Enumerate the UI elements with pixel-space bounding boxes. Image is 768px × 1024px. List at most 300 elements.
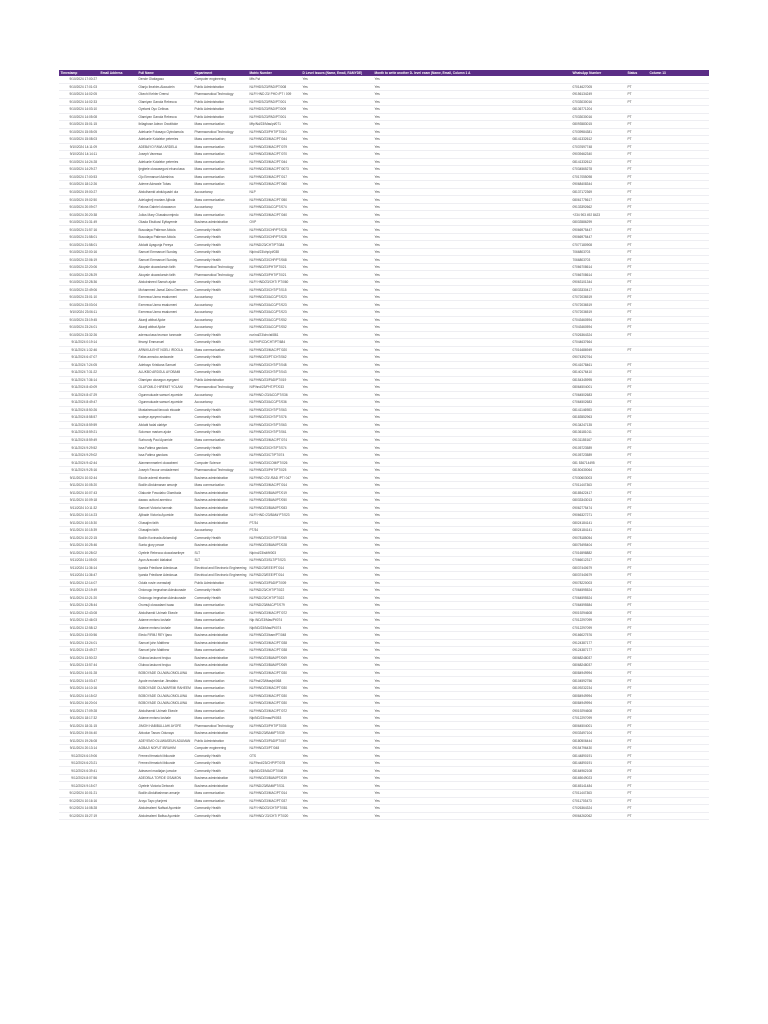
table-cell[interactable]: 9/11/2024 8:49:47 bbox=[71, 400, 97, 405]
table-cell[interactable]: PT bbox=[627, 543, 632, 548]
column-header[interactable]: Full Name bbox=[138, 71, 154, 75]
table-cell[interactable]: Yes bbox=[374, 257, 380, 262]
table-cell[interactable]: 9/10/2024 14:29:27 bbox=[69, 167, 97, 172]
table-cell[interactable]: Mass communication bbox=[194, 716, 225, 721]
table-cell[interactable]: 9/10/2024 14:14:11 bbox=[69, 152, 97, 157]
table-cell[interactable]: 9/11/2024 12:58:12 bbox=[69, 625, 97, 630]
table-cell[interactable]: PT bbox=[627, 159, 632, 164]
table-cell[interactable]: PT bbox=[627, 445, 632, 450]
table-cell[interactable]: Yes bbox=[302, 768, 308, 773]
table-cell[interactable]: NLP/HDS/23/PAD/PT/009 bbox=[249, 107, 287, 112]
table-cell[interactable]: NLP/HND/23/ACC/PT/052 bbox=[249, 317, 287, 322]
table-cell[interactable]: 07030603003 bbox=[572, 475, 593, 480]
table-cell[interactable]: Community Health bbox=[194, 355, 221, 360]
table-cell[interactable]: 08180506444 bbox=[572, 738, 593, 743]
table-cell[interactable]: 08037440679 bbox=[572, 565, 593, 570]
table-cell[interactable]: Yes bbox=[374, 144, 380, 149]
table-cell[interactable]: Yes bbox=[302, 347, 308, 352]
table-cell[interactable]: 07066708614 bbox=[572, 272, 593, 277]
table-cell[interactable]: 09063101344 bbox=[572, 280, 593, 285]
table-cell[interactable]: Adame mniseu loshale bbox=[138, 716, 171, 721]
table-row[interactable] bbox=[59, 121, 709, 129]
table-cell[interactable]: PT bbox=[627, 738, 632, 743]
table-cell[interactable]: PT bbox=[627, 415, 632, 420]
table-cell[interactable]: Yes bbox=[302, 445, 308, 450]
table-cell[interactable]: Yes bbox=[302, 490, 308, 495]
table-cell[interactable]: PT bbox=[627, 287, 632, 292]
table-cell[interactable]: Yes bbox=[302, 407, 308, 412]
table-cell[interactable]: BOBOYADE OLUWALOMOLUWA bbox=[138, 670, 188, 675]
table-cell[interactable]: 9/11/2024 7:31:22 bbox=[71, 370, 97, 375]
table-cell[interactable]: Public Administration bbox=[194, 107, 225, 112]
table-cell[interactable]: 09124387177 bbox=[572, 640, 593, 645]
table-row[interactable] bbox=[59, 159, 709, 167]
table-cell[interactable]: Adekunle Kolaleke peterries bbox=[138, 159, 179, 164]
table-cell[interactable]: PT bbox=[627, 513, 632, 518]
table-cell[interactable]: Eledo FIRMJ REY ljanu bbox=[138, 633, 172, 638]
table-cell[interactable]: NLP/HND/23/CHT/PT/063 bbox=[249, 407, 287, 412]
table-cell[interactable]: Yes bbox=[374, 701, 380, 706]
table-cell[interactable]: Yes bbox=[374, 159, 380, 164]
table-cell[interactable]: Yes bbox=[374, 490, 380, 495]
column-header[interactable]: Email Address bbox=[100, 71, 123, 75]
table-cell[interactable]: PT bbox=[627, 558, 632, 563]
table-cell[interactable]: 09019294608 bbox=[572, 610, 593, 615]
table-cell[interactable]: Fremed fematchi ibikunde bbox=[138, 753, 176, 758]
table-cell[interactable]: PT bbox=[627, 280, 632, 285]
table-cell[interactable]: 9/11/2024 12:19:49 bbox=[69, 588, 97, 593]
table-cell[interactable]: NLP/ HND/23/CHT/PT/081 bbox=[249, 806, 288, 811]
table-cell[interactable]: NLP/HND/23/PAD/PT/047 bbox=[249, 738, 287, 743]
table-cell[interactable]: 9/11/2024 7:24:05 bbox=[71, 362, 97, 367]
table-cell[interactable]: Abiodun Tanwo Odunayo bbox=[138, 731, 175, 736]
table-cell[interactable]: 08154345995 bbox=[572, 377, 593, 382]
table-cell[interactable]: Community Health bbox=[194, 370, 221, 375]
table-row[interactable] bbox=[59, 542, 709, 550]
table-cell[interactable]: Yes bbox=[302, 483, 308, 488]
table-cell[interactable]: 08033343013 bbox=[572, 498, 593, 503]
table-cell[interactable]: ademuoluwa teumon tunmade bbox=[138, 332, 182, 337]
table-cell[interactable]: 08165049023 bbox=[572, 776, 593, 781]
table-cell[interactable]: NLP/HND/23/MAC/PT/038 bbox=[249, 648, 288, 653]
table-cell[interactable]: 07011447363 bbox=[572, 483, 592, 488]
table-cell[interactable]: Yes bbox=[302, 453, 308, 458]
table-cell[interactable]: Abdulhamid Ucimah Ekeole bbox=[138, 610, 178, 615]
table-cell[interactable]: Yes bbox=[374, 633, 380, 638]
table-cell[interactable]: Yes bbox=[374, 648, 380, 653]
table-cell[interactable]: Yes bbox=[374, 92, 380, 97]
column-header[interactable]: Column 13 bbox=[649, 71, 666, 75]
table-cell[interactable]: Yes bbox=[374, 670, 380, 675]
table-cell[interactable]: Community Health bbox=[194, 250, 221, 255]
table-cell[interactable]: PT bbox=[627, 475, 632, 480]
table-row[interactable] bbox=[59, 84, 709, 92]
table-cell[interactable]: Yes bbox=[302, 182, 308, 187]
table-cell[interactable]: Bodlin Abdulmanan amunje bbox=[138, 483, 178, 488]
table-cell[interactable]: Yes bbox=[302, 588, 308, 593]
table-row[interactable] bbox=[59, 362, 709, 370]
table-row[interactable] bbox=[59, 181, 709, 189]
table-cell[interactable]: Computer engineering bbox=[194, 77, 227, 82]
table-cell[interactable]: PT bbox=[627, 505, 632, 510]
table-row[interactable] bbox=[59, 174, 709, 182]
table-cell[interactable]: Oluboa laskunni teojuu bbox=[138, 663, 171, 668]
table-cell[interactable]: 09062775474 bbox=[572, 505, 593, 510]
table-cell[interactable]: Issa Fatima gandara bbox=[138, 453, 168, 458]
table-cell[interactable]: Yes bbox=[374, 738, 380, 743]
table-cell[interactable]: 08037440679 bbox=[572, 573, 593, 578]
table-cell[interactable]: Yes bbox=[374, 107, 380, 112]
table-cell[interactable]: Oyelami Oyo Celinas bbox=[138, 107, 169, 112]
table-cell[interactable]: Sunta glory peace bbox=[138, 543, 165, 548]
table-cell[interactable]: 07064595524 bbox=[572, 588, 593, 593]
table-cell[interactable]: 9/11/2024 18:31:15 bbox=[69, 723, 97, 728]
table-cell[interactable]: ADEOBLA TOFIDE OSAMON bbox=[138, 776, 181, 781]
table-cell[interactable]: NLP/HND/23/MAC/PT/072 bbox=[249, 610, 288, 615]
table-cell[interactable]: Community Health bbox=[194, 280, 221, 285]
table-cell[interactable]: 7066803703 bbox=[572, 250, 591, 255]
table-cell[interactable]: NLP/HND/23/CHT/PT/076 bbox=[249, 415, 287, 420]
table-cell[interactable]: Public Administration bbox=[194, 580, 225, 585]
table-cell[interactable]: Aroyo Tayo yfunjemi bbox=[138, 798, 168, 803]
table-cell[interactable]: 08109232234 bbox=[572, 686, 593, 691]
table-cell[interactable]: NLP/HND/23/CHT/PT/043 bbox=[249, 370, 287, 375]
table-cell[interactable]: 08140176410 bbox=[572, 370, 593, 375]
table-cell[interactable]: Community Health bbox=[194, 813, 221, 818]
table-cell[interactable]: NLP/HND/23/CHP/PT/068 bbox=[249, 257, 287, 262]
table-row[interactable] bbox=[59, 489, 709, 497]
table-cell[interactable]: Iyanda Friedlane Adedosua bbox=[138, 565, 178, 570]
table-cell[interactable]: Busodaya Patience Abiola bbox=[138, 235, 176, 240]
table-cell[interactable]: 9/11/2024 16:20:04 bbox=[69, 701, 97, 706]
table-cell[interactable]: Business administration bbox=[194, 633, 229, 638]
table-cell[interactable]: Ogunmuluade samuel ayomide bbox=[138, 392, 183, 397]
table-cell[interactable]: 9/11/2024 14:10:16 bbox=[69, 686, 97, 691]
table-cell[interactable]: 9/10/2024 15:01:15 bbox=[69, 122, 97, 127]
table-cell[interactable]: Yes bbox=[302, 498, 308, 503]
table-cell[interactable]: Yes bbox=[302, 302, 308, 307]
table-cell[interactable]: NLP/HND/23/BAM/PT/083 bbox=[249, 505, 287, 510]
table-cell[interactable]: Yes bbox=[374, 746, 380, 751]
table-cell[interactable]: Yes bbox=[302, 332, 308, 337]
table-row[interactable] bbox=[59, 399, 709, 407]
table-cell[interactable]: Yes bbox=[374, 558, 380, 563]
table-cell[interactable]: NLP/HND/23/MAC/PT/079 bbox=[249, 144, 288, 149]
table-cell[interactable]: PT bbox=[627, 535, 632, 540]
table-cell[interactable]: 9/10/2024 14:24:28 bbox=[69, 159, 97, 164]
table-cell[interactable]: Yes bbox=[374, 550, 380, 555]
table-cell[interactable]: 09156134249 bbox=[572, 92, 593, 97]
table-row[interactable] bbox=[59, 166, 709, 174]
table-cell[interactable]: Community Health bbox=[194, 761, 221, 766]
table-cell[interactable]: 07016598882 bbox=[572, 550, 593, 555]
table-row[interactable] bbox=[59, 565, 709, 573]
table-cell[interactable]: 08141332612 bbox=[572, 159, 593, 164]
table-cell[interactable]: 07014627005 bbox=[572, 84, 593, 89]
table-cell[interactable]: Mass communication bbox=[194, 438, 225, 442]
table-row[interactable] bbox=[59, 587, 709, 595]
table-cell[interactable]: 9/11/2024 18:17:32 bbox=[69, 716, 97, 721]
table-cell[interactable]: NLP/HND/23/MAC/PT/044 bbox=[249, 159, 288, 164]
table-cell[interactable]: Yes bbox=[302, 618, 308, 623]
table-cell[interactable]: 07072036519 bbox=[572, 302, 593, 307]
table-cell[interactable]: PT bbox=[627, 723, 632, 728]
table-row[interactable] bbox=[59, 482, 709, 490]
table-cell[interactable]: Business administration bbox=[194, 776, 229, 781]
table-cell[interactable]: Mass communication bbox=[194, 798, 225, 803]
table-cell[interactable]: Yes bbox=[374, 475, 380, 480]
table-row[interactable] bbox=[59, 407, 709, 415]
table-cell[interactable]: Yes bbox=[374, 610, 380, 615]
table-row[interactable] bbox=[59, 286, 709, 294]
table-cell[interactable]: PT bbox=[627, 813, 632, 818]
table-cell[interactable]: PT bbox=[627, 783, 632, 788]
table-cell[interactable]: Accountancy bbox=[194, 392, 213, 397]
table-cell[interactable]: Akoyale oluwadunsin faith bbox=[138, 272, 176, 277]
table-cell[interactable]: Fatona Gabriel oluwaseun bbox=[138, 205, 176, 210]
table-cell[interactable]: Yes bbox=[374, 761, 380, 766]
table-cell[interactable]: 09078185054 bbox=[572, 535, 593, 540]
table-cell[interactable]: Yes bbox=[302, 377, 308, 382]
table-cell[interactable]: 9/10/2024 22:20:06 bbox=[69, 265, 97, 270]
table-cell[interactable]: 07034565278 bbox=[572, 167, 593, 172]
table-cell[interactable]: PT bbox=[627, 242, 632, 247]
table-cell[interactable]: 07026364324 bbox=[572, 806, 593, 811]
table-row[interactable] bbox=[59, 369, 709, 377]
table-cell[interactable]: PT bbox=[627, 573, 632, 578]
table-cell[interactable]: NLP/HND/23/BAM/PT/069 bbox=[249, 655, 287, 660]
table-cell[interactable]: Community Health bbox=[194, 753, 221, 758]
table-cell[interactable]: 9/11/2024 12:28:44 bbox=[69, 603, 97, 608]
table-cell[interactable]: Community Health bbox=[194, 535, 221, 540]
table-cell[interactable]: Yes bbox=[374, 340, 380, 345]
table-cell[interactable]: PT bbox=[627, 332, 632, 337]
table-cell[interactable]: 9/11/2024 10:05:20 bbox=[69, 483, 97, 488]
table-cell[interactable]: Julius Mary Oluwabunmjedo bbox=[138, 212, 179, 217]
table-cell[interactable]: 09134247135 bbox=[572, 422, 593, 427]
table-cell[interactable]: Yes bbox=[302, 535, 308, 540]
table-cell[interactable]: Pharmaceutical Technology bbox=[194, 272, 234, 277]
table-cell[interactable]: PT bbox=[627, 438, 632, 442]
table-cell[interactable]: PT bbox=[627, 317, 632, 322]
table-cell[interactable]: NLP/HND/23/SLT/PT/023 bbox=[249, 558, 286, 563]
table-cell[interactable]: PT bbox=[627, 392, 632, 397]
table-cell[interactable]: Mass communication bbox=[194, 670, 225, 675]
table-cell[interactable]: Yes bbox=[374, 453, 380, 458]
table-cell[interactable]: Ijegbele oluwaseguni ebunoluwa bbox=[138, 167, 185, 172]
table-cell[interactable]: Yes bbox=[374, 528, 380, 533]
table-cell[interactable]: PT bbox=[627, 182, 632, 187]
table-cell[interactable]: NLP/HND/23/MAC/PT/0073 bbox=[249, 167, 289, 172]
table-cell[interactable]: Business administration bbox=[194, 655, 229, 660]
table-cell[interactable]: Yes bbox=[302, 159, 308, 164]
table-cell[interactable]: Yes bbox=[302, 250, 308, 255]
table-cell[interactable]: Adame mniseu loshale bbox=[138, 618, 171, 623]
table-cell[interactable]: 07066708614 bbox=[572, 265, 593, 270]
table-row[interactable] bbox=[59, 580, 709, 588]
table-cell[interactable]: Yes bbox=[302, 813, 308, 818]
column-header[interactable]: Matric Number bbox=[249, 71, 272, 75]
table-row[interactable] bbox=[59, 271, 709, 279]
table-cell[interactable]: PT bbox=[627, 550, 632, 555]
table-cell[interactable]: Yes bbox=[302, 746, 308, 751]
table-cell[interactable]: Yes bbox=[374, 678, 380, 683]
table-cell[interactable]: PT bbox=[627, 776, 632, 781]
table-cell[interactable]: Yes bbox=[302, 565, 308, 570]
table-cell[interactable]: Yes bbox=[374, 250, 380, 255]
table-cell[interactable]: Yes bbox=[374, 663, 380, 668]
table-cell[interactable]: 9/11/2024 12:21:20 bbox=[69, 595, 97, 600]
table-cell[interactable]: Yes bbox=[374, 355, 380, 360]
table-cell[interactable]: PT bbox=[627, 122, 632, 127]
table-cell[interactable]: 9/11/2024 13:57:44 bbox=[69, 663, 97, 668]
table-row[interactable] bbox=[59, 332, 709, 340]
table-cell[interactable]: Pharmaceutical Technology bbox=[194, 92, 234, 97]
table-cell[interactable]: NLP/HND/23/MAC/PT/038 bbox=[249, 640, 288, 645]
table-cell[interactable]: PT bbox=[627, 453, 632, 458]
table-row[interactable] bbox=[59, 813, 709, 821]
table-cell[interactable]: 9/11/2024 10:02:44 bbox=[69, 475, 97, 480]
table-cell[interactable]: Yes bbox=[374, 753, 380, 758]
table-cell[interactable]: Adekunle Folasayo Oyindamola bbox=[138, 129, 184, 134]
table-cell[interactable]: 9/11/2024 8:59:49 bbox=[71, 438, 97, 442]
table-cell[interactable]: Onionugo iregnahan Adeukunade bbox=[138, 588, 186, 593]
table-cell[interactable]: Yes bbox=[302, 528, 308, 533]
table-cell[interactable]: 07064595584 bbox=[572, 603, 593, 608]
table-cell[interactable]: Yes bbox=[374, 618, 380, 623]
table-cell[interactable]: Yes bbox=[374, 167, 380, 172]
table-cell[interactable]: PT bbox=[627, 618, 632, 623]
table-cell[interactable]: Yes bbox=[374, 716, 380, 721]
table-cell[interactable]: Mass communication bbox=[194, 167, 225, 172]
table-cell[interactable]: 9/12/2024 6:19:06 bbox=[71, 753, 97, 758]
table-cell[interactable]: Yes bbox=[374, 302, 380, 307]
table-cell[interactable]: Yes bbox=[302, 122, 308, 127]
table-row[interactable] bbox=[59, 497, 709, 505]
table-cell[interactable]: Business administration bbox=[194, 663, 229, 668]
table-cell[interactable]: Mass communication bbox=[194, 648, 225, 653]
table-cell[interactable]: PT bbox=[627, 370, 632, 375]
table-cell[interactable]: NLP/HND/23/CHT/PT/063 bbox=[249, 422, 287, 427]
table-cell[interactable]: Yes bbox=[374, 407, 380, 412]
table-cell[interactable]: PT bbox=[627, 648, 632, 653]
table-cell[interactable]: 9/10/2024 20:20:38 bbox=[69, 212, 97, 217]
table-row[interactable] bbox=[59, 677, 709, 685]
table-cell[interactable]: NLP/HND/23/MAC/PT/014 bbox=[249, 791, 288, 796]
table-cell[interactable]: Mass communication bbox=[194, 159, 225, 164]
table-cell[interactable]: PT bbox=[627, 731, 632, 736]
table-cell[interactable]: Yes bbox=[374, 77, 380, 82]
table-cell[interactable]: 9/10/2024 17:00:27 bbox=[69, 77, 97, 82]
table-cell[interactable]: NLP bbox=[249, 189, 256, 194]
table-cell[interactable]: Yes bbox=[302, 753, 308, 758]
column-header[interactable]: Month to write another D- level exam (Name, Email, Column 1 A bbox=[374, 71, 471, 75]
table-cell[interactable]: 9/10/2024 14:02:33 bbox=[69, 99, 97, 104]
table-cell[interactable]: Yes bbox=[374, 655, 380, 660]
table-row[interactable] bbox=[59, 640, 709, 648]
table-cell[interactable]: Mass communication bbox=[194, 618, 225, 623]
table-row[interactable] bbox=[59, 632, 709, 640]
table-cell[interactable]: Okechi Kehler Drensi bbox=[138, 92, 169, 97]
table-row[interactable] bbox=[59, 249, 709, 257]
table-cell[interactable]: NLP/HND/23/MAC/PT/044 bbox=[249, 137, 288, 142]
table-cell[interactable]: Yes bbox=[374, 385, 380, 390]
table-cell[interactable]: Mass communication bbox=[194, 212, 225, 217]
table-row[interactable] bbox=[59, 226, 709, 234]
table-row[interactable] bbox=[59, 99, 709, 107]
table-cell[interactable]: PT bbox=[627, 468, 632, 473]
table-cell[interactable]: 9/11/2024 8:58:57 bbox=[71, 415, 97, 420]
table-cell[interactable]: Ayode mohamdun Jimalabu bbox=[138, 678, 178, 683]
table-row[interactable] bbox=[59, 782, 709, 790]
table-cell[interactable]: Accountancy bbox=[194, 302, 213, 307]
table-cell[interactable]: Yes bbox=[302, 655, 308, 660]
table-cell[interactable]: Mass communication bbox=[194, 791, 225, 796]
table-row[interactable] bbox=[59, 301, 709, 309]
table-cell[interactable]: NLP/HND/23/CT/PT/074 bbox=[249, 453, 285, 458]
table-cell[interactable]: Oluwajim faith bbox=[138, 528, 159, 533]
table-cell[interactable]: daawu outturd anenlwu bbox=[138, 498, 172, 503]
table-cell[interactable]: 7066803703 bbox=[572, 257, 591, 262]
table-cell[interactable]: NLP/HND/ 23/CHT/ PT/020 bbox=[249, 813, 289, 818]
table-cell[interactable]: Yes bbox=[302, 167, 308, 172]
table-cell[interactable]: Accountancy bbox=[194, 325, 213, 330]
table-cell[interactable]: PT bbox=[627, 483, 632, 488]
table-cell[interactable]: Yes bbox=[374, 438, 380, 442]
table-cell[interactable]: Mass communication bbox=[194, 483, 225, 488]
table-cell[interactable]: 09066975447 bbox=[572, 227, 593, 232]
table-cell[interactable]: Yes bbox=[302, 189, 308, 194]
table-cell[interactable]: NLP/HND/23/MAC/PT/070 bbox=[249, 152, 288, 157]
table-cell[interactable]: 09131155167 bbox=[572, 438, 592, 442]
table-cell[interactable]: Yes bbox=[302, 280, 308, 285]
table-cell[interactable]: Samuel Emmanuel Sunday bbox=[138, 250, 178, 255]
table-row[interactable] bbox=[59, 76, 709, 84]
table-cell[interactable]: NLP/HND/23/PHT/PT/035 bbox=[249, 723, 287, 728]
table-cell[interactable]: Oluboa laskunni teojuu bbox=[138, 655, 171, 660]
table-cell[interactable]: 07039984381 bbox=[572, 129, 593, 134]
table-cell[interactable]: Busodaya Patience Abiola bbox=[138, 227, 176, 232]
table-row[interactable] bbox=[59, 602, 709, 610]
table-cell[interactable]: PT bbox=[627, 806, 632, 811]
table-row[interactable] bbox=[59, 775, 709, 783]
table-row[interactable] bbox=[59, 377, 709, 385]
table-cell[interactable]: Yes bbox=[302, 543, 308, 548]
table-cell[interactable]: 9/10/2024 23:24:01 bbox=[69, 325, 97, 330]
table-row[interactable] bbox=[59, 519, 709, 527]
table-cell[interactable]: Samuel Victoria hannah bbox=[138, 505, 173, 510]
table-cell[interactable]: 08033330417 bbox=[572, 287, 593, 292]
table-cell[interactable]: Nlp/nd/23/slt/ft/003 bbox=[249, 550, 277, 555]
table-cell[interactable]: PT bbox=[627, 174, 632, 179]
table-cell[interactable]: Business administration bbox=[194, 520, 229, 525]
table-cell[interactable]: NLP/HDS/23/PAD/PT/001 bbox=[249, 114, 287, 119]
table-cell[interactable]: NLP/HND/23/MAC/PT/060 bbox=[249, 182, 288, 187]
table-cell[interactable]: Yes bbox=[302, 92, 308, 97]
table-row[interactable] bbox=[59, 219, 709, 227]
table-cell[interactable]: Yes bbox=[374, 122, 380, 127]
table-cell[interactable]: Issa Fatima gandara bbox=[138, 445, 168, 450]
column-header[interactable]: WhatsApp Number bbox=[572, 71, 602, 75]
table-cell[interactable]: Adame mniseu loshale bbox=[138, 625, 171, 630]
table-cell[interactable]: Odufa nuvie overaskeji bbox=[138, 580, 171, 585]
table-cell[interactable]: Yes bbox=[302, 761, 308, 766]
table-cell[interactable]: Yes bbox=[302, 235, 308, 240]
table-cell[interactable]: 07072036519 bbox=[572, 295, 593, 300]
table-cell[interactable]: PT bbox=[627, 663, 632, 668]
table-cell[interactable]: NLP/HND/23/BAM/PT/069 bbox=[249, 663, 287, 668]
table-cell[interactable]: 07077180908 bbox=[572, 242, 593, 247]
